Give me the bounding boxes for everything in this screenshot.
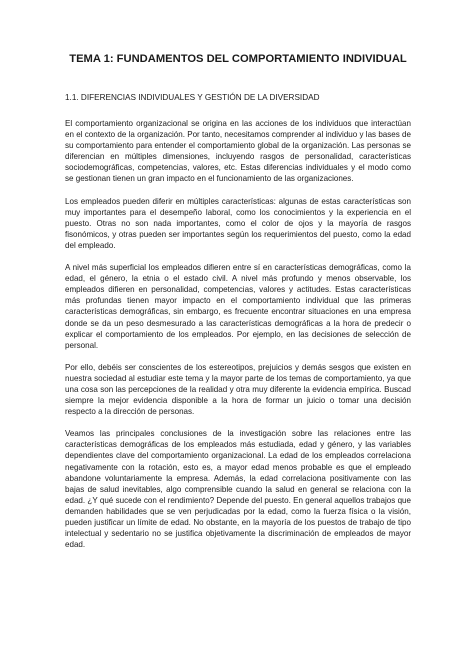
document-title — [65, 52, 411, 66]
paragraph: Los empleados pueden diferir en múltiples características: algunas de estas características son muy importantes para el desempeño laboral, como los conocimientos y la experiencia en el puesto. Otras no son nada importantes, como el color de ojos y la mayoría de rasgos fisonómicos, y otras pueden ser importantes según los requerimientos del puesto, como la edad del empleado. — [65, 196, 411, 250]
document-page — [65, 52, 411, 561]
paragraph: Veamos las principales conclusiones de la investigación sobre las relaciones entre las características demográficas de los empleados más estudiada, edad y género, y las variables dependientes clave del comportamiento organizacional. La edad de los empleados correlaciona negativamente con la rotación, esto es, a mayor edad menos probable es que el empleado abandone voluntariamente la empresa. Además, la edad correlaciona positivamente con las bajas de salud inevitables, algo comprensible cuando la salud en general se relaciona con la edad. ¿Y qué sucede con el rendimiento? Depende del puesto. En general aquellos trabajos que demanden habilidades que se ven perjudicadas por la edad, como la fuerza física o la visión, pueden justificar un límite de edad. No obstante, en la mayoría de los puestos de trabajo de tipo intelectual y sedentario no se justifica objetivamente la discriminación de empleados de mayor edad. — [65, 429, 411, 550]
paragraph: A nivel más superficial los empleados difieren entre sí en características demográficas, como la edad, el género, la etnia o el estado civil. A nivel más profundo y menos observable, los empleados difieren en personalidad, competencias, valores y actitudes. Estas características más profundas tienen mayor impacto en el comportamiento individual que las primeras características demográficas, sin embargo, es frecuente encontrar situaciones en una empresa donde se da un peso desmesurado a las características demográficas a la hora de predecir o explicar el comportamiento de los empleados. Por ejemplo, en las decisiones de selección de personal. — [65, 263, 411, 350]
section-heading: 1.1. DIFERENCIAS INDIVIDUALES Y GESTIÓN DE LA DIVERSIDAD — [65, 93, 320, 102]
title-text: FUNDAMENTOS DEL COMPORTAMIENTO INDIVIDUAL — [113, 53, 407, 65]
paragraph: Por ello, debéis ser conscientes de los estereotipos, prejuicios y demás sesgos que existen en nuestra sociedad al estudiar este tema y la mayor parte de los temas de comportamiento, ya que una cosa son las percepciones de la realidad y otra muy diferente la evidencia empírica. Buscad siempre la mejor evidencia disponible a la hora de formar un juicio o tomar una decisión respecto a la dirección de personas. — [65, 362, 411, 417]
paragraph: El comportamiento organizacional se origina en las acciones de los individuos que interactúan en el contexto de la organización. Por tanto, necesitamos comprender al individuo y las bases de su comportamiento para entender el comportamiento global de la organización. Las personas se diferencian en múltiples dimensiones, incluyendo rasgos de personalidad, características sociodemográficas, competencias, valores, etc. Estas diferencias individuales y el modo como se gestionan tienen un gran impacto en el funcionamiento de las organizaciones. — [65, 119, 411, 184]
title-prefix: TEMA 1: — [69, 53, 114, 65]
